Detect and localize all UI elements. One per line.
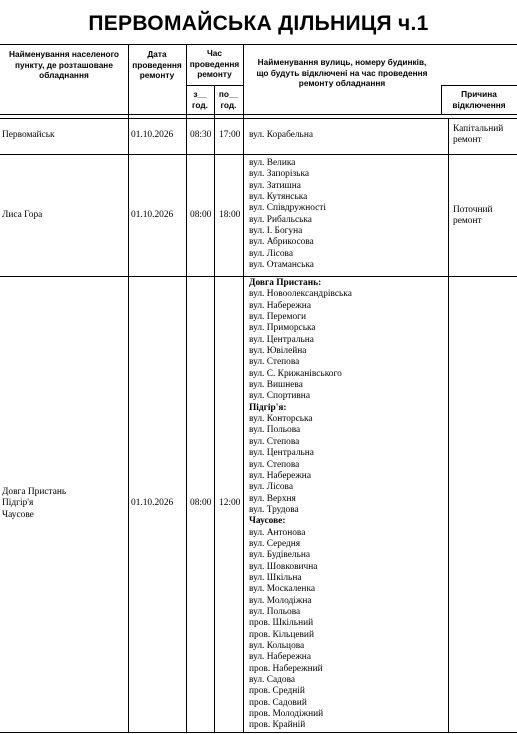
row1-from: 08:30 <box>190 130 212 140</box>
street-item: вул. Запорізька <box>249 169 310 180</box>
street-item: вул. Лісова <box>249 482 294 493</box>
street-item: вул. Затишна <box>249 180 301 191</box>
header-date: Дата проведення ремонту <box>132 49 182 81</box>
street-item: вул. Верхня <box>249 493 296 504</box>
street-item: вул. Центральна <box>249 448 314 459</box>
street-item: пров. Садовий <box>249 697 307 708</box>
row2-date: 01.10.2026 <box>131 210 174 220</box>
row3-settlements: Довга Пристань Підгір'я Чаусове <box>2 487 67 520</box>
street-item: пров. Средній <box>249 686 305 697</box>
street-item: вул. Новоолександрівська <box>249 289 352 300</box>
row3-from: 08:00 <box>190 498 212 508</box>
page-title: ПЕРВОМАЙСЬКА ДІЛЬНИЦЯ ч.1 <box>88 12 429 35</box>
col-line-1 <box>128 44 129 733</box>
street-item: вул. Шкільна <box>249 572 302 583</box>
street-item: вул. Отаманська <box>249 260 314 271</box>
row1-to: 17:00 <box>219 130 241 140</box>
row2-to: 18:00 <box>219 210 241 220</box>
street-item: вул. Польова <box>249 425 301 436</box>
header-reason: Причина відключення <box>452 89 506 110</box>
header-settlement: Найменування населеного пункту, де розташоване обладнання <box>9 49 119 81</box>
street-item: вул. Середня <box>249 538 301 549</box>
street-item: вул. Ювілейна <box>249 346 307 357</box>
street-item: вул. Москаленка <box>249 584 316 595</box>
street-item: пров. Молодіжний <box>249 709 324 720</box>
row1-street: вул. Корабельна <box>249 130 314 140</box>
row2-street-list <box>249 158 326 271</box>
street-item: вул. Польова <box>249 606 301 617</box>
street-item: вул. Конторська <box>249 414 313 425</box>
settlement-group-heading: Довга Пристань: <box>249 278 322 288</box>
col-line-2 <box>186 44 187 733</box>
header-time: Час проведення ремонту <box>189 48 240 80</box>
header-bottom-line <box>0 114 517 115</box>
header-double-line <box>0 118 517 119</box>
row-divider-1 <box>0 154 517 155</box>
street-item: вул. Антонова <box>249 527 306 538</box>
street-item: вул. Набережна <box>249 652 311 663</box>
street-item: пров. Шкільний <box>249 618 314 629</box>
street-item: вул. Степова <box>249 357 300 368</box>
street-item: вул. Шовковична <box>249 561 318 572</box>
street-item: вул. Садова <box>249 675 296 686</box>
street-item: пров. Крайній <box>249 720 306 731</box>
street-item: вул. Молодіжна <box>249 595 312 606</box>
col-line-3 <box>214 85 215 733</box>
street-item: вул. Вишнева <box>249 380 303 391</box>
table-border-top <box>0 44 517 45</box>
street-item: пров. Кільцевий <box>249 629 314 640</box>
row3-date: 01.10.2026 <box>131 498 174 508</box>
street-item: вул. Співдружності <box>249 203 326 214</box>
settlement-group-heading: Підгір'я: <box>249 402 287 413</box>
row2-reason: Поточний ремонт <box>453 205 493 227</box>
street-item: вул. Рибальська <box>249 214 312 225</box>
col-line-5 <box>448 118 449 733</box>
col-line-4 <box>243 44 244 733</box>
street-item: вул. С. Крижанівського <box>249 368 342 379</box>
street-item: вул. Будівельна <box>249 550 311 561</box>
street-item: вул. Велика <box>249 158 296 168</box>
row2-settlement: Лиса Гора <box>2 210 43 220</box>
table-border-bottom <box>0 732 517 733</box>
street-item: вул. Набережна <box>249 300 311 311</box>
street-item: вул. Набережна <box>249 470 311 481</box>
row1-reason: Капітальний ремонт <box>453 124 504 146</box>
street-item: вул. І. Богуна <box>249 226 303 237</box>
row2-from: 08:00 <box>190 210 212 220</box>
street-item: вул. Кольцова <box>249 641 305 651</box>
header-streets: Найменування вулиць, номеру будинків, що будуть відключені на час проведення ремонту обладнання <box>256 57 428 89</box>
street-item: вул. Центральна <box>249 334 314 345</box>
street-item: вул. Степова <box>249 459 300 470</box>
row1-settlement: Первомайськ <box>2 130 55 140</box>
row-divider-2 <box>0 276 517 277</box>
reason-header-line <box>441 85 517 86</box>
street-item: вул. Спортивна <box>249 391 310 402</box>
street-item: вул. Трудова <box>249 504 299 515</box>
street-item: вул. Степова <box>249 436 300 447</box>
row3-street-list <box>249 278 352 732</box>
street-item: пров. Набережний <box>249 663 323 674</box>
street-item: вул. Приморська <box>249 323 316 334</box>
row1-date: 01.10.2026 <box>131 130 174 140</box>
street-item: вул. Кутянська <box>249 192 308 203</box>
settlement-group-heading: Чаусове: <box>249 516 286 527</box>
street-item: вул. Абрикосова <box>249 237 314 248</box>
header-from: з__ год. <box>192 89 208 110</box>
street-item: вул. Лісова <box>249 248 294 259</box>
header-to: по__ год. <box>218 89 239 110</box>
row3-to: 12:00 <box>219 498 241 508</box>
street-item: вул. Перемоги <box>249 312 307 323</box>
